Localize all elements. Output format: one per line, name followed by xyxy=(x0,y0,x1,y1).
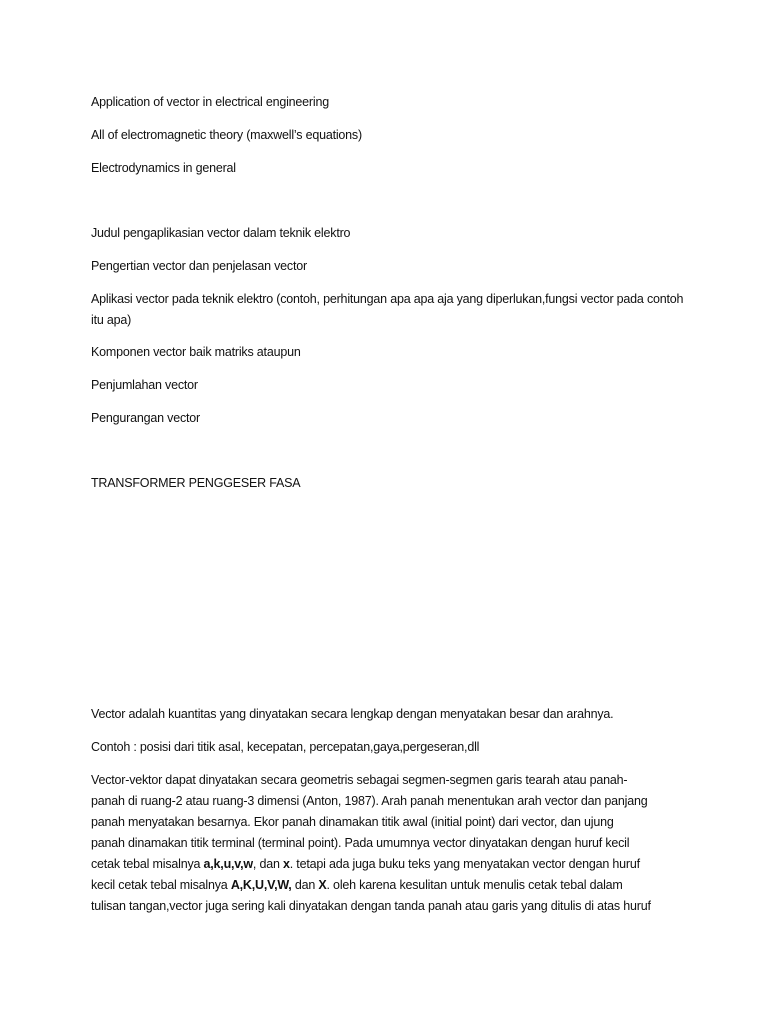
body-line-6-text-a: kecil cetak tebal misalnya xyxy=(91,878,231,892)
body-line-6-bold-a: A,K,U,V,W, xyxy=(230,878,292,892)
body-line-5-bold-b: x xyxy=(283,857,290,871)
body-line-6-bold-b: X xyxy=(318,878,327,892)
body-line-7: tulisan tangan,vector juga sering kali dinyatakan dengan tanda panah atau garis yang ditulis di atas huruf xyxy=(91,899,651,913)
outline-item-addition: Penjumlahan vector xyxy=(91,378,198,392)
body-line-6-text-c: . oleh karena kesulitan untuk menulis cetak tebal dalam xyxy=(326,878,623,892)
intro-line-1: Application of vector in electrical engineering xyxy=(91,95,329,109)
body-line-6 xyxy=(91,875,691,896)
intro-line-2: All of electromagnetic theory (maxwell’s equations) xyxy=(91,128,362,142)
example-text: Contoh : posisi dari titik asal, kecepatan, percepatan,gaya,pergeseran,dll xyxy=(91,740,480,754)
intro-line-3: Electrodynamics in general xyxy=(91,161,236,175)
section-heading: TRANSFORMER PENGGESER FASA xyxy=(91,476,301,490)
body-line-5 xyxy=(91,854,691,875)
body-line-5-text-c: . tetapi ada juga buku teks yang menyatakan vector dengan huruf xyxy=(289,857,640,871)
definition-text: Vector adalah kuantitas yang dinyatakan secara lengkap dengan menyatakan besar dan arahnya. xyxy=(91,707,614,721)
body-line-6-text-b: dan xyxy=(291,878,319,892)
body-line-2: panah di ruang-2 atau ruang-3 dimensi (Anton, 1987). Arah panah menentukan arah vector dan panjang xyxy=(91,794,648,808)
outline-item-subtraction: Pengurangan vector xyxy=(91,411,200,425)
outline-item-title: Judul pengaplikasian vector dalam teknik elektro xyxy=(91,226,351,240)
body-line-5-bold-a: a,k,u,v,w xyxy=(203,857,253,871)
body-paragraph xyxy=(91,770,691,917)
outline-item-application: Aplikasi vector pada teknik elektro (contoh, perhitungan apa apa aja yang diperlukan,fungsi vector pada contoh itu apa) xyxy=(91,292,684,327)
body-line-1: Vector-vektor dapat dinyatakan secara geometris sebagai segmen-segmen garis tearah atau panah- xyxy=(91,773,628,787)
outline-item-definition: Pengertian vector dan penjelasan vector xyxy=(91,259,307,273)
outline-item-components: Komponen vector baik matriks ataupun xyxy=(91,345,301,359)
body-line-5-text-a: cetak tebal misalnya xyxy=(91,857,204,871)
body-line-3: panah menyatakan besarnya. Ekor panah dinamakan titik awal (initial point) dari vector, dan ujung xyxy=(91,815,614,829)
body-line-5-text-b: , dan xyxy=(252,857,283,871)
body-line-4: panah dinamakan titik terminal (terminal point). Pada umumnya vector dinyatakan dengan huruf kecil xyxy=(91,836,630,850)
